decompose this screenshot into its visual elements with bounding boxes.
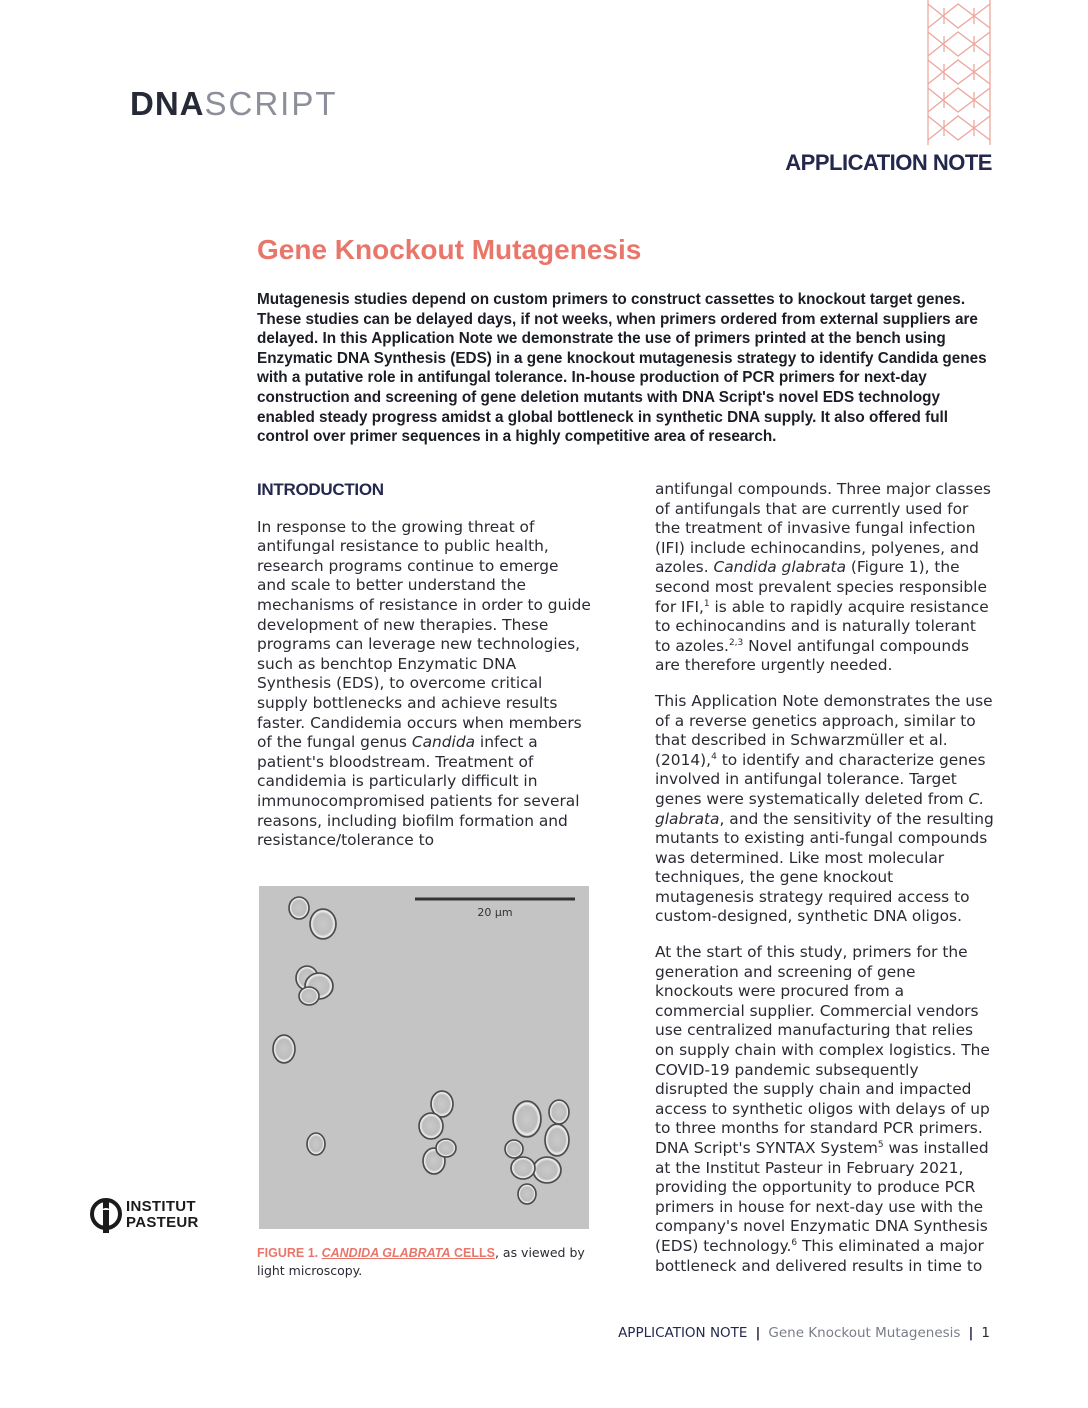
institut-pasteur-logo-icon <box>90 1198 122 1234</box>
document-type-label: APPLICATION NOTE <box>785 150 992 175</box>
body-paragraph: This Application Note demonstrates the use of a reverse genetics approach, similar to that described in Schwarzmüller et al. (2014),$^4$ to identify and characterize genes involved in antifungal tolerance. Target genes were systematically deleted from C. glabrata, and the sensitivity of the resulting mutants to existing anti-fungal compounds was determined. Like most molecular techniques, the gene knockout mutagenesis strategy required access to custom-designed, synthetic DNA oligos. <box>655 691 994 926</box>
yeast-cells-drawing <box>259 886 589 1229</box>
body-paragraph: At the start of this study, primers for the generation and screening of gene knockouts were procured from a commercial supplier. Commercial vendors use centralized manufacturing that relies on supply chain with complex logistics. The COVID-19 pandemic subsequently disrupted the supply chain and impacted access to synthetic oligos with delays of up to three months for standard PCR primers. DNA Script's SYNTAX System$^5$ was installed at the Institut Pasteur in February 2021, providing the opportunity to produce PCR primers in house for next-day use with the company's novel Enzymatic DNA Synthesis (EDS) technology.$^6$ This eliminated a major bottleneck and delivered results in time to <box>655 943 990 1275</box>
intro-paragraph: In response to the growing threat of antifungal resistance to public health, research programs continue to emerge and scale to better understand the mechanisms of resistance in order to guide development of new therapies. These programs can leverage new technologies, such as benchtop Enzymatic DNA Synthesis (EDS), to overcome critical supply bottlenecks and achieve results faster. Candidemia occurs when members of the fungal genus Candida infect a patient's bloodstream. Treatment of candidemia is particularly difficult in immunocompromised patients for several reasons, including biofilm formation and resistance/tolerance to <box>257 517 591 850</box>
page-title: Gene Knockout Mutagenesis <box>257 234 642 265</box>
scale-bar-label: 20 µm <box>477 906 513 919</box>
microscopy-image <box>259 886 589 1229</box>
page-footer: APPLICATION NOTE | Gene Knockout Mutagenesis | 1 <box>618 1325 990 1341</box>
page-number: 1 <box>981 1325 990 1341</box>
abstract: Mutagenesis studies depend on custom primers to construct cassettes to knockout target genes. These studies can be delayed days, if not weeks, when primers ordered from external suppliers are delayed. In this Application Note we demonstrate the use of primers printed at the bench using Enzymatic DNA Synthesis (EDS) in a gene knockout mutagenesis strategy to identify Candida genes with a putative role in antifungal tolerance. In-house production of PCR primers for next-day construction and screening of gene deletion mutants with DNA Script's novel EDS technology enabled steady progress amidst a global bottleneck in synthetic DNA supply. It also offered full control over primer sequences in a highly competitive area of research. <box>257 291 987 446</box>
left-column <box>257 480 592 867</box>
section-heading-introduction: INTRODUCTION <box>257 480 384 499</box>
institut-pasteur-logo-text: INSTITUT PASTEUR <box>126 1198 199 1231</box>
decorative-dna-pattern <box>924 0 994 150</box>
body-paragraph: antifungal compounds. Three major classes of antifungals that are currently used for the treatment of invasive fungal infection (IFI) include echinocandins, polyenes, and azoles. Candida glabrata (Figure 1), the second most prevalent species responsible for IFI,$^1$ is able to rapidly acquire resistance to echinocandins and is naturally tolerant to azoles.$^{2,3}$ Novel antifungal compounds are therefore urgently needed. <box>655 480 991 675</box>
figure-caption: FIGURE 1. CANDIDA GLABRATA CELLS, as viewed by light microscopy. <box>257 1245 585 1278</box>
dnascript-logo: DNASCRIPT <box>130 85 338 122</box>
right-column <box>655 480 995 1292</box>
